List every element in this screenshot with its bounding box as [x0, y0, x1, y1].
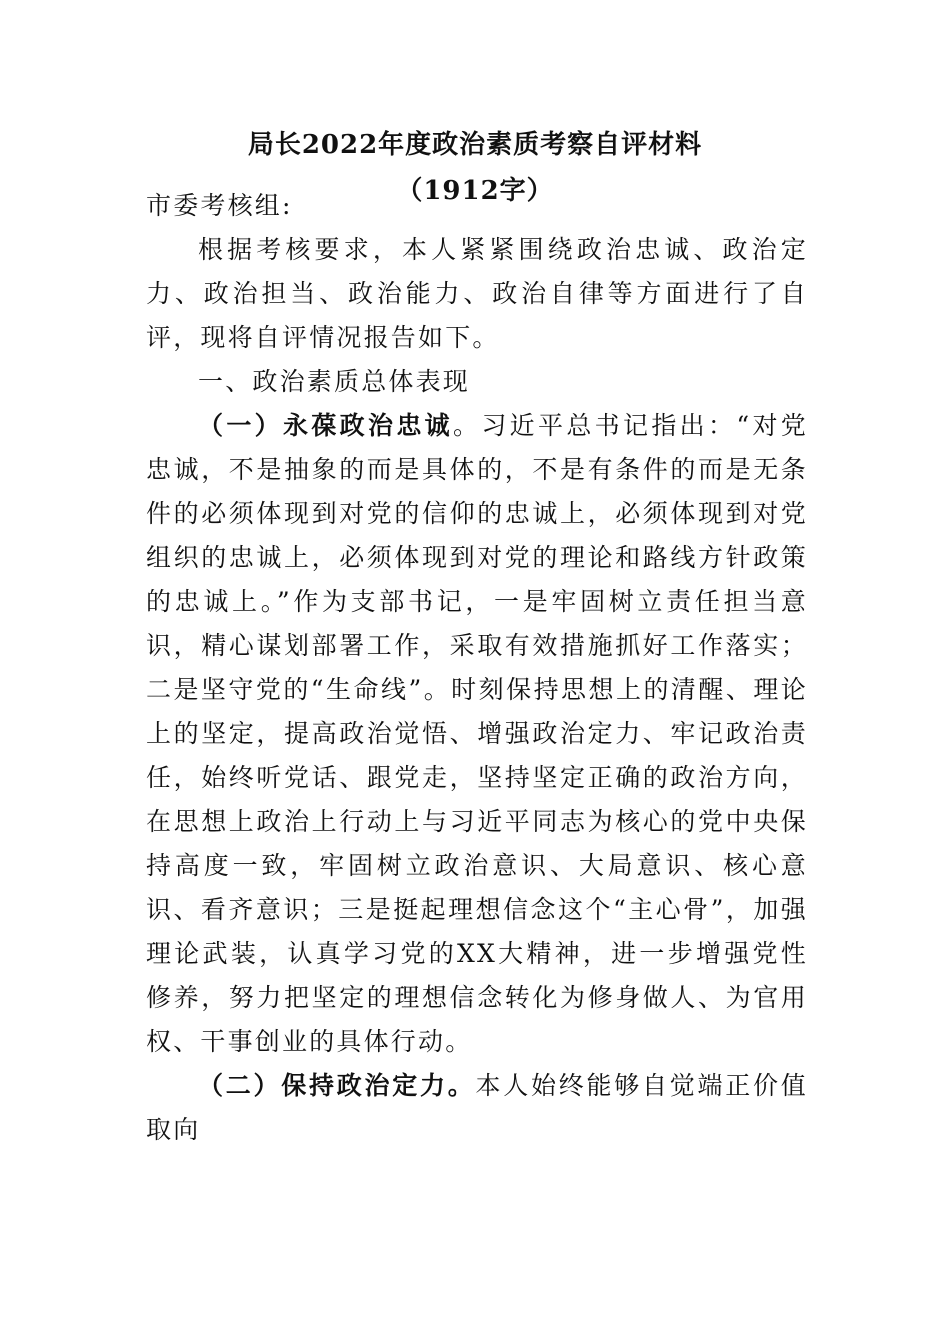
section-heading: 一、政治素质总体表现 — [198, 367, 471, 396]
document-subtitle: （1912字） — [396, 176, 554, 206]
document-title: 局长2022年度政治素质考察自评材料 — [247, 130, 703, 160]
salutation: 市委考核组: — [146, 191, 293, 220]
paragraph-lead: （二）保持政治定力。 — [198, 1071, 476, 1100]
document-body — [146, 184, 808, 1152]
paragraph-text: 本人始终能够自觉端正价值取向 — [146, 1071, 808, 1144]
paragraph-text: 。习近平总书记指出：“对党忠诚，不是抽象的而是具体的，不是有条件的而是无条件的必须体现到对党的信仰的忠诚上，必须体现到对党组织的忠诚上，必须体现到对党的理论和路线方针政策的忠诚上。”作为支部书记，一是牢固树立责任担当意识，精心谋划部署工作，采取有效措施抓好工作落实；二是坚守党的“生命线”。时刻保持思想上的清醒、理论上的坚定，提高政治觉悟、增强政治定力、牢记政治责任，始终听党话、跟党走，坚持坚定正确的政治方向，在思想上政治上行动上与习近平同志为核心的党中央保持高度一致，牢固树立政治意识、大局意识、核心意识、看齐意识；三是挺起理想信念这个“主心骨”，加强理论武装，认真学习党的XX大精神，进一步增强党性修养，努力把坚定的理想信念转化为修身做人、为官用权、干事创业的具体行动。 — [146, 411, 808, 1056]
paragraph-political-stability — [146, 1064, 808, 1152]
intro-paragraph: 根据考核要求，本人紧紧围绕政治忠诚、政治定力、政治担当、政治能力、政治自律等方面进行了自评，现将自评情况报告如下。 — [146, 235, 808, 352]
paragraph-lead: （一）永葆政治忠诚 — [198, 411, 453, 440]
paragraph-political-loyalty — [146, 404, 808, 1064]
